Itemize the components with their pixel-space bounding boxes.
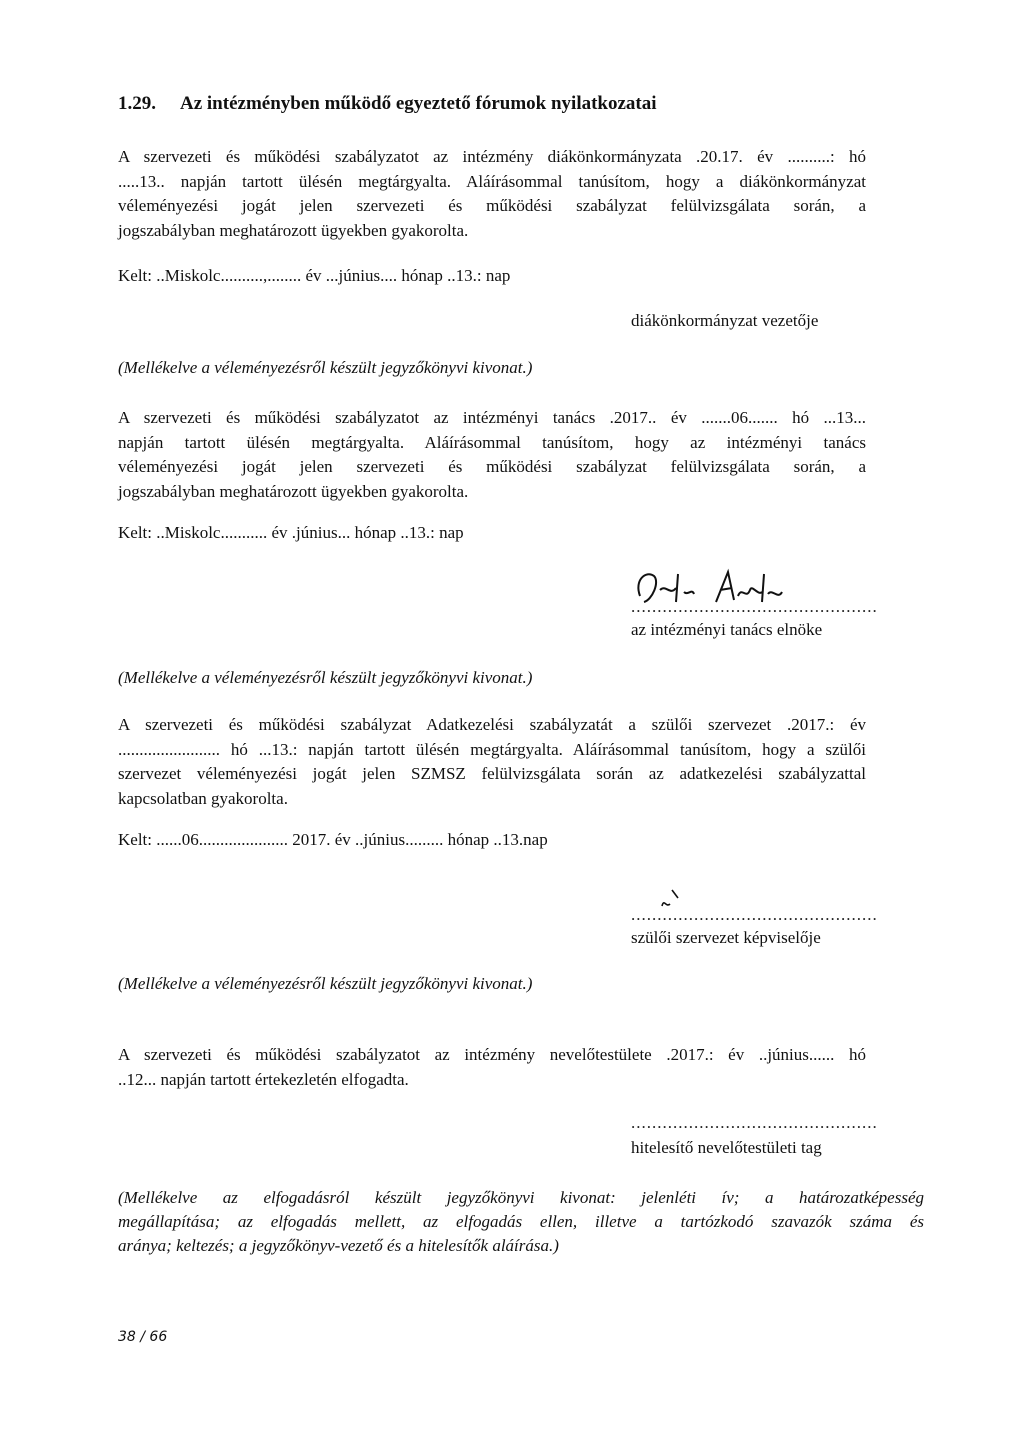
note-line: (Mellékelve az elfogadásról készült jegyzőkönyvi kivonat: jelenléti ív; a határozatképesség [118,1188,924,1207]
parents-organization-date-line: Kelt: ......06..................... 2017. év ..június......... hónap ..13.nap [118,830,548,849]
paragraph-line: véleményezési jogát jelen szervezeti és működési szabályzat felülvizsgálata során, a [118,457,866,476]
paragraph-line: A szervezeti és működési szabályzatot az intézmény nevelőtestülete .2017.: év ..június...... hó [118,1045,866,1064]
student-council-signer-role: diákönkormányzat vezetője [631,311,819,330]
paragraph-line: .....13.. napján tartott ülésén megtárgyalta. Aláírásommal tanúsítom, hogy a diákönkormányzat [118,171,866,191]
paragraph-line: A szervezeti és működési szabályzat Adatkezelési szabályzatát a szülői szervezet .2017.: év [118,715,866,734]
paragraph-line: ........................ hó ...13.: napján tartott ülésén megtárgyalta. Aláírásommal tanúsítom, hogy a szülői [118,739,866,759]
note-line: aránya; keltezés; a jegyzőkönyv-vezető és a hitelesítők aláírása.) [118,1236,559,1255]
parents-organization-signer-role: szülői szervezet képviselője [631,928,821,947]
teaching-staff-attachment-note [118,1186,924,1258]
teaching-staff-paragraph [118,1043,866,1092]
institutional-council-signature-line: ............................................... [631,597,878,616]
institutional-council-signer-role: az intézményi tanács elnöke [631,620,823,639]
paragraph-line: jogszabályban meghatározott ügyekben gyakorolta. [118,481,469,501]
paragraph-line: véleményezési jogát jelen szervezeti és működési szabályzat felülvizsgálata során, a [118,196,866,215]
institutional-council-paragraph [118,406,866,504]
teaching-staff-signer-role: hitelesítő nevelőtestületi tag [631,1138,822,1157]
parents-organization-signature-line: ............................................... [631,905,878,924]
student-council-attachment-note: (Mellékelve a véleményezésről készült jegyzőkönyvi kivonat.) [118,358,533,377]
section-heading [118,93,657,115]
student-council-date-line: Kelt: ..Miskolc..........,........ év ...június.... hónap ..13.: nap [118,266,511,285]
parents-organization-attachment-note: (Mellékelve a véleményezésről készült jegyzőkönyvi kivonat.) [118,974,533,993]
parents-organization-paragraph [118,713,866,811]
paragraph-line: napján tartott ülésén megtárgyalta. Aláírásommal tanúsítom, hogy az intézményi tanács [118,432,866,452]
paragraph-line: ..12... napján tartott értekezletén elfogadta. [118,1069,409,1089]
section-title: Az intézményben működő egyeztető fórumok nyilatkozatai [180,93,657,114]
page-number: 38 / 66 [118,1329,168,1345]
institutional-council-date-line: Kelt: ..Miskolc........... év .június... hónap ..13.: nap [118,523,464,542]
section-number: 1.29. [118,93,156,114]
institutional-council-attachment-note: (Mellékelve a véleményezésről készült jegyzőkönyvi kivonat.) [118,668,533,687]
teaching-staff-signature-line: ............................................... [631,1113,878,1132]
paragraph-line: kapcsolatban gyakorolta. [118,788,288,808]
student-council-paragraph [118,145,866,243]
note-line: megállapítása; az elfogadás mellett, az elfogadás ellen, illetve a tartózkodó szavazók száma és [118,1212,924,1231]
paragraph-line: jogszabályban meghatározott ügyekben gyakorolta. [118,220,469,240]
paragraph-line: szervezet véleményezési jogát jelen SZMSZ felülvizsgálata során az adatkezelési szabályzattal [118,764,866,783]
paragraph-line: A szervezeti és működési szabályzatot az intézmény diákönkormányzata .20.17. év ..........: hó [118,147,866,166]
paragraph-line: A szervezeti és működési szabályzatot az intézményi tanács .2017.. év .......06....... hó ...13... [118,408,866,427]
